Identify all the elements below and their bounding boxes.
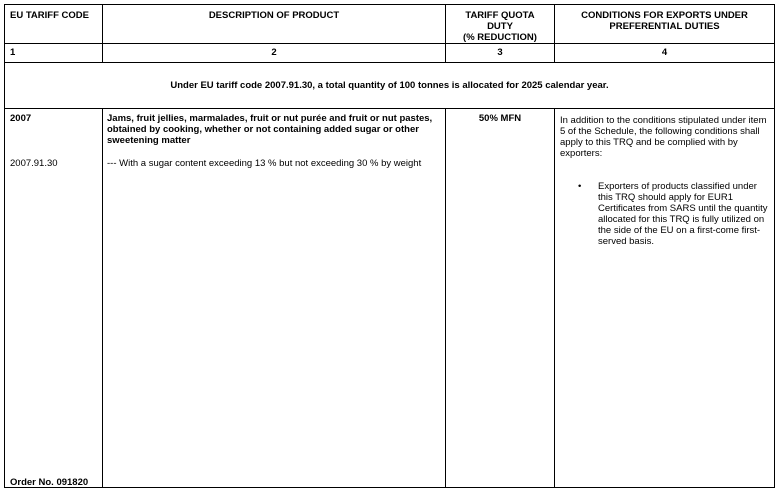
header-description-text: DESCRIPTION OF PRODUCT [208,10,340,21]
column-number-3-text: 3 [497,47,503,58]
duty-value: 50% MFN [478,113,522,124]
duty-cell [446,109,555,488]
column-number-2 [103,44,446,63]
column-number-3 [446,44,555,63]
conditions-cell [555,109,775,488]
column-number-4-text: 4 [661,47,668,58]
bullet-line: this TRQ should apply for EUR1 [598,192,733,203]
header-eu-tariff-code [5,5,103,44]
bullet-line: the side of the EU on a first-come first- [598,225,761,236]
allocation-note-text: Under EU tariff code 2007.91.30, a total quantity of 100 tonnes is allocated for 2025 calendar year. [170,80,609,91]
header-description [103,5,446,44]
description-heading-line: sweetening matter [107,135,191,146]
bullet-icon: • [578,181,582,192]
column-number-1-text: 1 [10,47,16,58]
conditions-intro [560,115,768,159]
description-heading-line: obtained by cooking, whether or not containing added sugar or other [107,124,419,135]
column-number-4 [555,44,775,63]
header-conditions [555,5,775,44]
bullet-text [598,181,773,247]
description-sub: --- With a sugar content exceeding 13 % but not exceeding 30 % by weight [107,158,422,169]
description-heading-line: Jams, fruit jellies, marmalades, fruit or nut purée and fruit or nut pastes, [107,113,433,124]
bullet-line: allocated for this TRQ is fully utilized on [598,214,765,225]
tariff-table [4,4,775,488]
allocation-note-row [5,63,775,109]
tariff-code-heading: 2007 [10,113,32,124]
conditions-line: exporters: [560,148,603,159]
header-conditions-line2: PREFERENTIAL DUTIES [609,21,720,32]
tariff-code-sub: 2007.91.30 [10,158,58,169]
header-duty-line3: (% REDUCTION) [463,32,537,43]
conditions-line: apply to this TRQ and be complied with by [560,137,738,148]
column-number-2-text: 2 [271,47,277,58]
conditions-bullet-item [578,181,773,247]
header-conditions-line1: CONDITIONS FOR EXPORTS UNDER [581,10,748,21]
bullet-line: Certificates from SARS until the quantity [598,203,768,214]
bullet-line: served basis. [598,236,654,247]
bullet-line: Exporters of products classified under [598,181,757,192]
tariff-code-cell [5,109,103,488]
conditions-line: 5 of the Schedule, the following conditions shall [560,126,760,137]
order-number: Order No. 091820 [10,477,89,488]
description-heading [107,113,432,146]
header-duty-line2: DUTY [487,21,513,32]
header-tariff-quota-duty [446,5,555,44]
description-cell [103,109,446,488]
column-number-1 [5,44,103,63]
header-duty-line1: TARIFF QUOTA [465,10,535,21]
header-eu-tariff-code-text: EU TARIFF CODE [10,10,89,21]
conditions-line: In addition to the conditions stipulated under item [560,115,767,126]
